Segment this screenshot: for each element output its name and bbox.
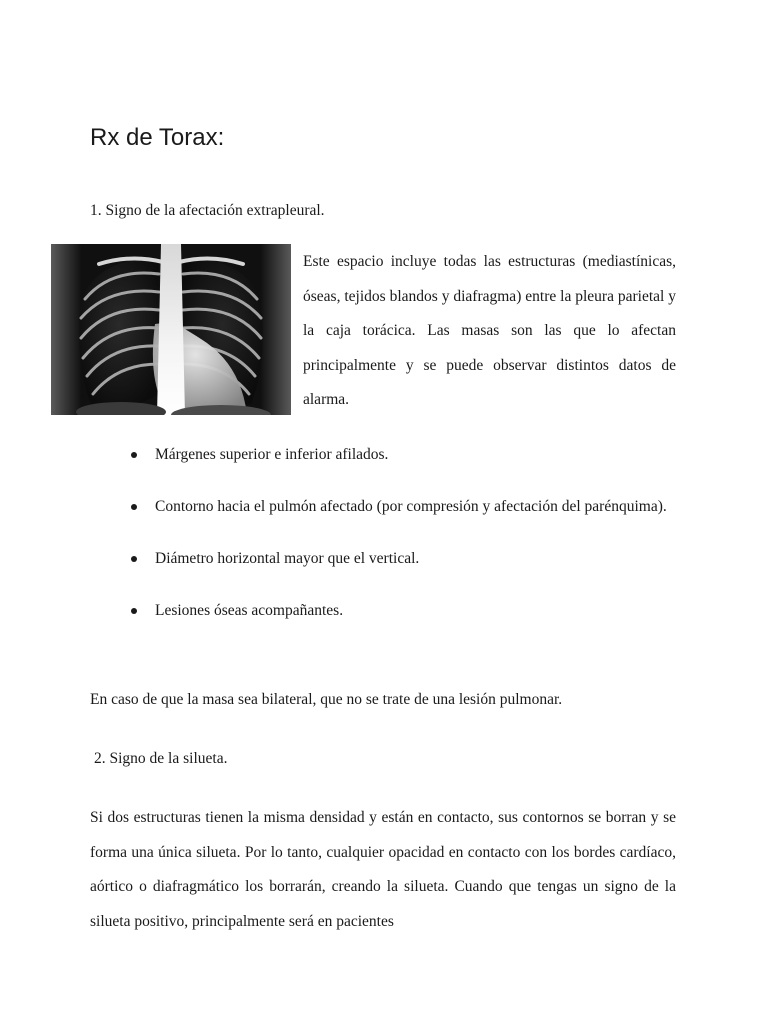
bullet-item [90, 489, 676, 524]
document-title: Rx de Torax: [90, 124, 225, 151]
bullet-dot-icon [131, 504, 137, 510]
chest-xray-image [51, 244, 291, 415]
section-2-heading: 2. Signo de la silueta. [94, 750, 228, 767]
bullet-item [90, 437, 676, 472]
signs-bullet-list [90, 437, 676, 645]
bullet-dot-icon [131, 608, 137, 614]
bullet-text: Contorno hacia el pulmón afectado (por compresión y afectación del parénquima). [155, 498, 667, 515]
section-1-heading: 1. Signo de la afectación extrapleural. [90, 202, 325, 219]
bullet-text: Lesiones óseas acompañantes. [155, 602, 344, 619]
bullet-text: Diámetro horizontal mayor que el vertical. [155, 550, 420, 567]
bullet-item [90, 541, 676, 576]
bullet-item [90, 593, 676, 628]
bilateral-note: En caso de que la masa sea bilateral, que no se trate de una lesión pulmonar. [90, 691, 563, 708]
section-1-intro-paragraph: Este espacio incluye todas las estructuras (mediastínicas, óseas, tejidos blandos y diafragma) entre la pleura parietal y la caja torácica. Las masas son las que lo afectan principalmente y se puede observar distintos datos de alarma. [303, 253, 676, 408]
bullet-dot-icon [131, 556, 137, 562]
bullet-dot-icon [131, 452, 137, 458]
section-2-paragraph: Si dos estructuras tienen la misma densidad y están en contacto, sus contornos se borran y se forma una única silueta. Por lo tanto, cualquier opacidad en contacto con los bordes cardíaco, aórtico o diafragmático los borrarán, creando la silueta. Cuando que tengas un signo de la silueta positivo, principalmente será en pacientes [90, 809, 676, 930]
chest-xray-graphic [51, 244, 291, 415]
bullet-text: Márgenes superior e inferior afilados. [155, 446, 389, 463]
